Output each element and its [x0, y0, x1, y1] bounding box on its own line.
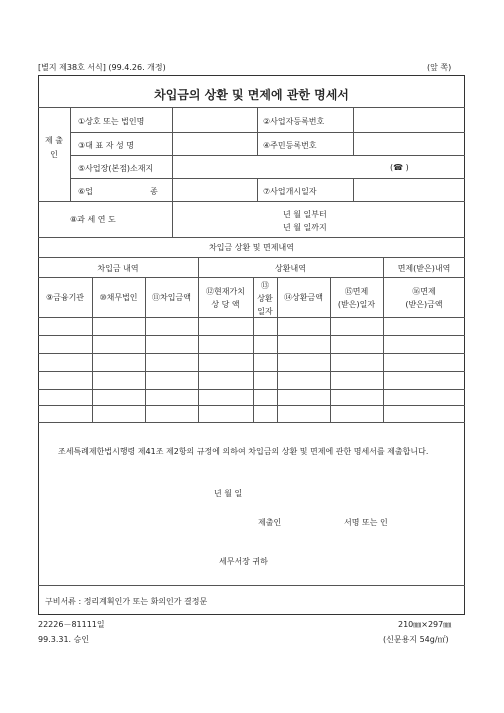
table-row [38, 422, 465, 423]
col-repay-date-b: 상환 [257, 294, 273, 303]
col-financial-institution: ⑨금융기관 [45, 293, 85, 302]
divider [38, 585, 465, 586]
table-row [38, 405, 465, 406]
col-present-value-b: 상 당 액 [211, 300, 240, 309]
divider [70, 107, 71, 201]
applicant-label: 제 출 인 [45, 136, 63, 159]
divider [70, 178, 465, 179]
table-row [38, 335, 465, 336]
col-loan-amount: ⑪차입금액 [152, 293, 191, 302]
tax-year-to: 년 월 일까지 [283, 223, 327, 232]
submission-date: 년 월 일 [214, 489, 243, 498]
col-repay-date-a: ⑬ [261, 281, 269, 290]
recipient: 세무서장 귀하 [219, 557, 268, 566]
section-title: 차입금 상환 및 면제내역 [209, 243, 294, 252]
divider [38, 257, 465, 258]
col-debtor-company: ⑩채무법인 [99, 293, 138, 302]
divider [38, 277, 465, 278]
submitter-label: 제출인 [258, 518, 282, 527]
col-exempt-date-a: ⑮면제 [344, 287, 369, 296]
business-reg-label: ②사업자등록번호 [263, 117, 325, 126]
phone-field: (☎ ) [390, 163, 409, 172]
table-row [38, 353, 465, 354]
divider [353, 107, 354, 155]
table-row [38, 317, 465, 318]
form-frame [38, 75, 465, 615]
group-repay: 상환내역 [275, 264, 306, 273]
divider [198, 257, 199, 422]
group-loan: 차입금 내역 [97, 264, 139, 273]
table-row [38, 389, 465, 390]
tax-year-label: ⑧과 세 연 도 [70, 215, 116, 224]
col-repay-amount: ⑭상환금액 [284, 293, 323, 302]
paper-spec: (신문용지 54g/㎡) [383, 635, 449, 644]
group-exempt: 면제(받은)내역 [397, 264, 451, 273]
tax-year-from: 년 월 일부터 [283, 210, 327, 219]
attachments-note: 구비서류 : 정리계획인가 또는 화의인가 결정문 [45, 597, 208, 606]
form-title: 차입금의 상환 및 면제에 관한 명세서 [154, 88, 349, 102]
company-name-label: ①상호 또는 법인명 [78, 117, 145, 126]
divider [257, 178, 258, 201]
business-type-label-b: 종 [150, 187, 158, 196]
col-exempt-amount-a: ⑯면제 [412, 287, 436, 296]
divider [172, 201, 173, 237]
signature-label: 서명 또는 인 [344, 518, 388, 527]
col-exempt-date-b: (받은)일자 [337, 300, 376, 309]
col-repay-date-c: 일자 [257, 307, 273, 316]
declaration-text: 조세특례제한법시행령 제41조 제2항의 규정에 의하여 차입금의 상환 및 면제에 관한 명세서를 제출합니다. [58, 447, 429, 456]
address-label: ⑤사업장(본점)소재지 [78, 164, 154, 173]
divider [353, 178, 354, 201]
divider [383, 257, 384, 422]
table-row [38, 371, 465, 372]
divider [38, 201, 465, 202]
resident-id-label: ④주민등록번호 [263, 141, 317, 150]
start-date-label: ⑦사업개시일자 [263, 187, 317, 196]
divider [38, 107, 465, 108]
paper-size: 210㎜×297㎜ [398, 620, 452, 629]
divider [172, 107, 173, 201]
divider [38, 237, 465, 238]
divider [70, 155, 465, 156]
page-side-label: (앞 쪽) [427, 63, 452, 72]
representative-label: ③대 표 자 성 명 [78, 141, 134, 150]
col-exempt-amount-b: (받은)금액 [405, 300, 443, 309]
form-code: 22226－81111일 [38, 620, 105, 629]
col-present-value-a: ⑫현재가치 [206, 287, 245, 296]
form-reference: [별지 제38호 서식] (99.4.26. 개정) [38, 63, 166, 72]
divider [70, 132, 465, 133]
divider [257, 107, 258, 155]
business-type-label-a: ⑥업 [78, 187, 93, 196]
approval-date: 99.3.31. 승인 [38, 635, 90, 644]
